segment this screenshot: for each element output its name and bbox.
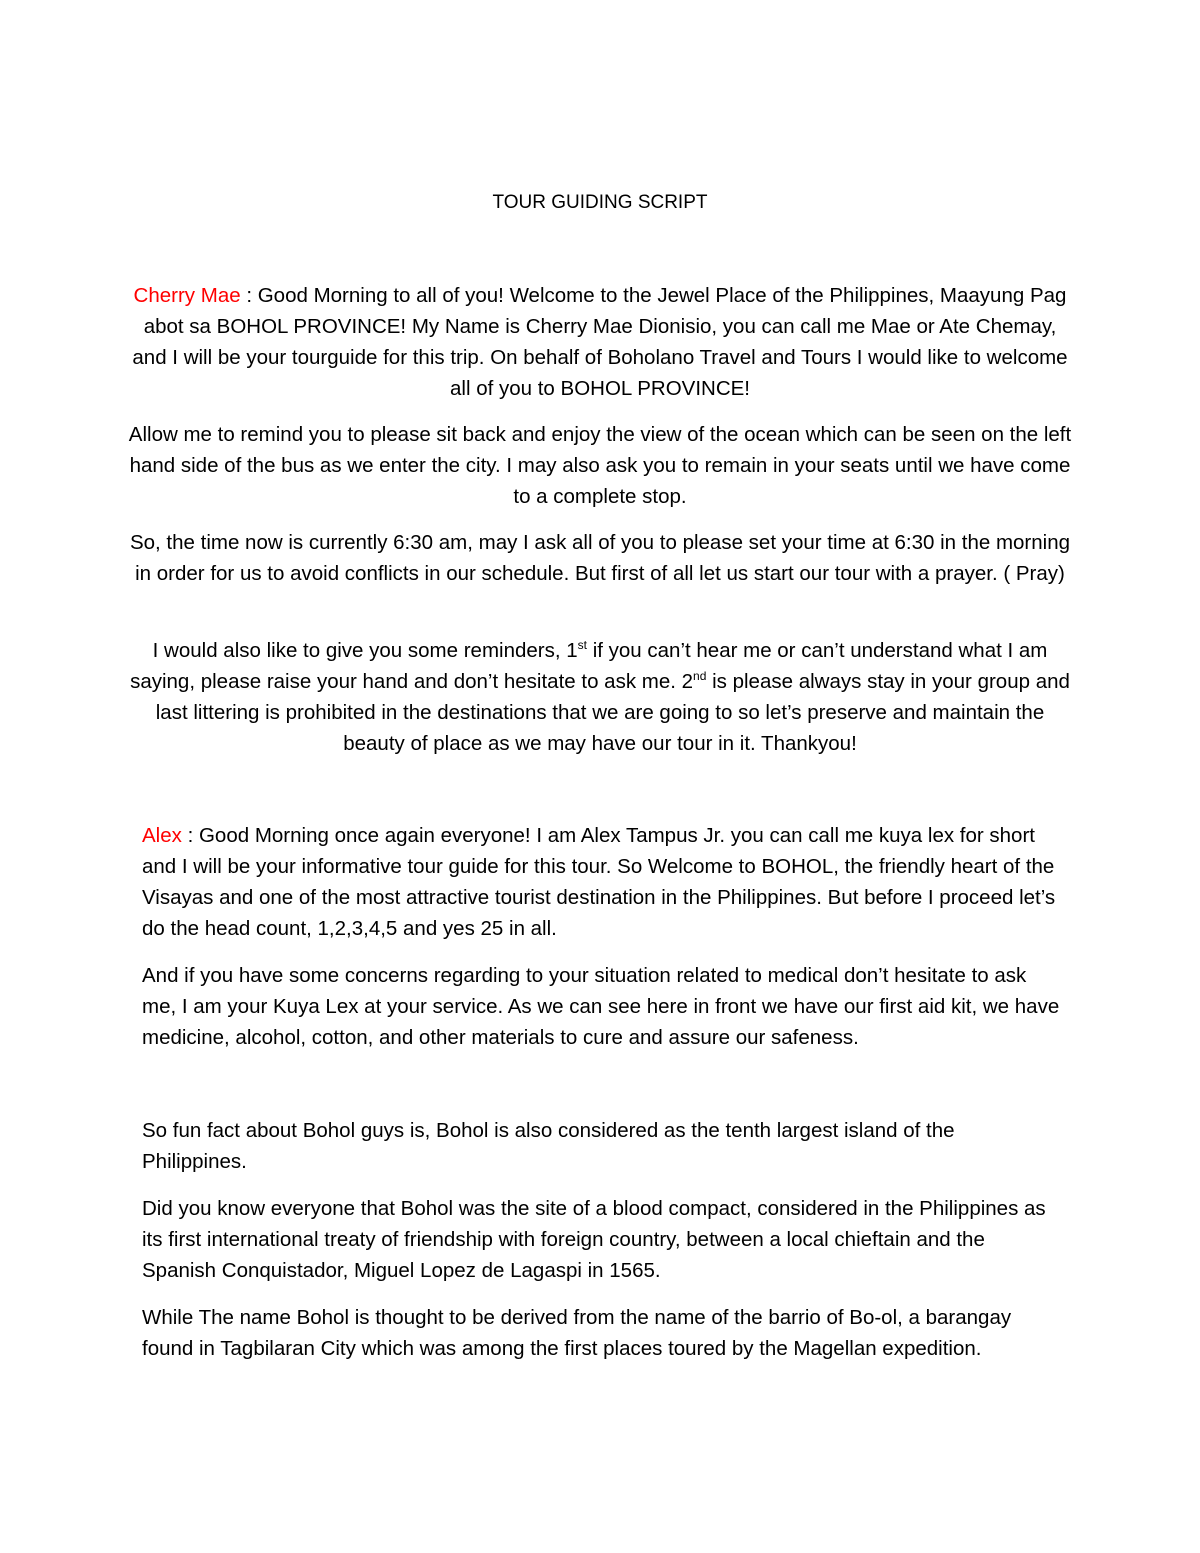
- reminders-text-b: if you can’t hear me or can’t understand what I am saying, please raise your hand and don’t hesitate to ask me. 2: [130, 639, 1048, 693]
- document-title: TOUR GUIDING SCRIPT: [492, 192, 708, 213]
- cherry-mae-intro-paragraph: [128, 280, 1072, 404]
- time-prayer-paragraph: So, the time now is currently 6:30 am, may I ask all of you to please set your time at 6:30 in the morning in order for us to avoid conflicts in our schedule. But first of all let us start our tour with a prayer. ( Pray): [129, 531, 1071, 585]
- cherry-mae-intro-text: Good Morning to all of you! Welcome to the Jewel Place of the Philippines, Maayung Pag abot sa BOHOL PROVINCE! My Name is Cherry Mae Dionisio, you can call me Mae or Ate Chemay, and I will be your tourguide for this trip. On behalf of Boholano Travel and Tours I would like to welcome all of you to BOHOL PROVINCE!: [132, 284, 1068, 400]
- alex-intro-text: Good Morning once again everyone! I am Alex Tampus Jr. you can call me kuya lex for short and I will be your informative tour guide for this tour. So Welcome to BOHOL, the friendly heart of the Visayas and one of the most attractive tourist destination in the Philippines. But before I proceed let’s do the head count, 1,2,3,4,5 and yes 25 in all.: [142, 824, 1056, 940]
- reminder-seat-paragraph: Allow me to remind you to please sit back and enjoy the view of the ocean which can be seen on the left hand side of the bus as we enter the city. I may also ask you to remain in your seats until we have come to a complete stop.: [128, 423, 1072, 508]
- reminders-paragraph: [128, 635, 1072, 759]
- name-origin-paragraph: While The name Bohol is thought to be derived from the name of the barrio of Bo-ol, a barangay found in Tagbilaran City which was among the first places toured by the Magellan expedition.: [142, 1306, 1012, 1360]
- superscript-nd: nd: [693, 669, 707, 684]
- speaker-separator: :: [240, 284, 258, 307]
- reminders-text-a: I would also like to give you some reminders, 1: [152, 639, 578, 662]
- alex-intro-paragraph: [142, 820, 1062, 944]
- superscript-st: st: [577, 638, 587, 653]
- speaker-name-cherry-mae: Cherry Mae: [133, 284, 241, 307]
- blood-compact-paragraph: Did you know everyone that Bohol was the site of a blood compact, considered in the Philippines as its first international treaty of friendship with foreign country, between a local chieftain and the Spanish Conquistador, Miguel Lopez de Lagaspi in 1565.: [142, 1197, 1046, 1282]
- fun-fact-paragraph: So fun fact about Bohol guys is, Bohol is also considered as the tenth largest island of the Philippines.: [142, 1119, 955, 1173]
- speaker-name-alex: Alex: [142, 824, 182, 847]
- reminders-text-c: is please always stay in your group and last littering is prohibited in the destinations that we are going to so let’s preserve and maintain the beauty of place as we may have our tour in it. Thankyou!: [155, 670, 1070, 755]
- speaker-separator: :: [181, 824, 199, 847]
- medical-paragraph: And if you have some concerns regarding to your situation related to medical don’t hesitate to ask me, I am your Kuya Lex at your service. As we can see here in front we have our first aid kit, we have medicine, alcohol, cotton, and other materials to cure and assure our safeness.: [142, 964, 1060, 1049]
